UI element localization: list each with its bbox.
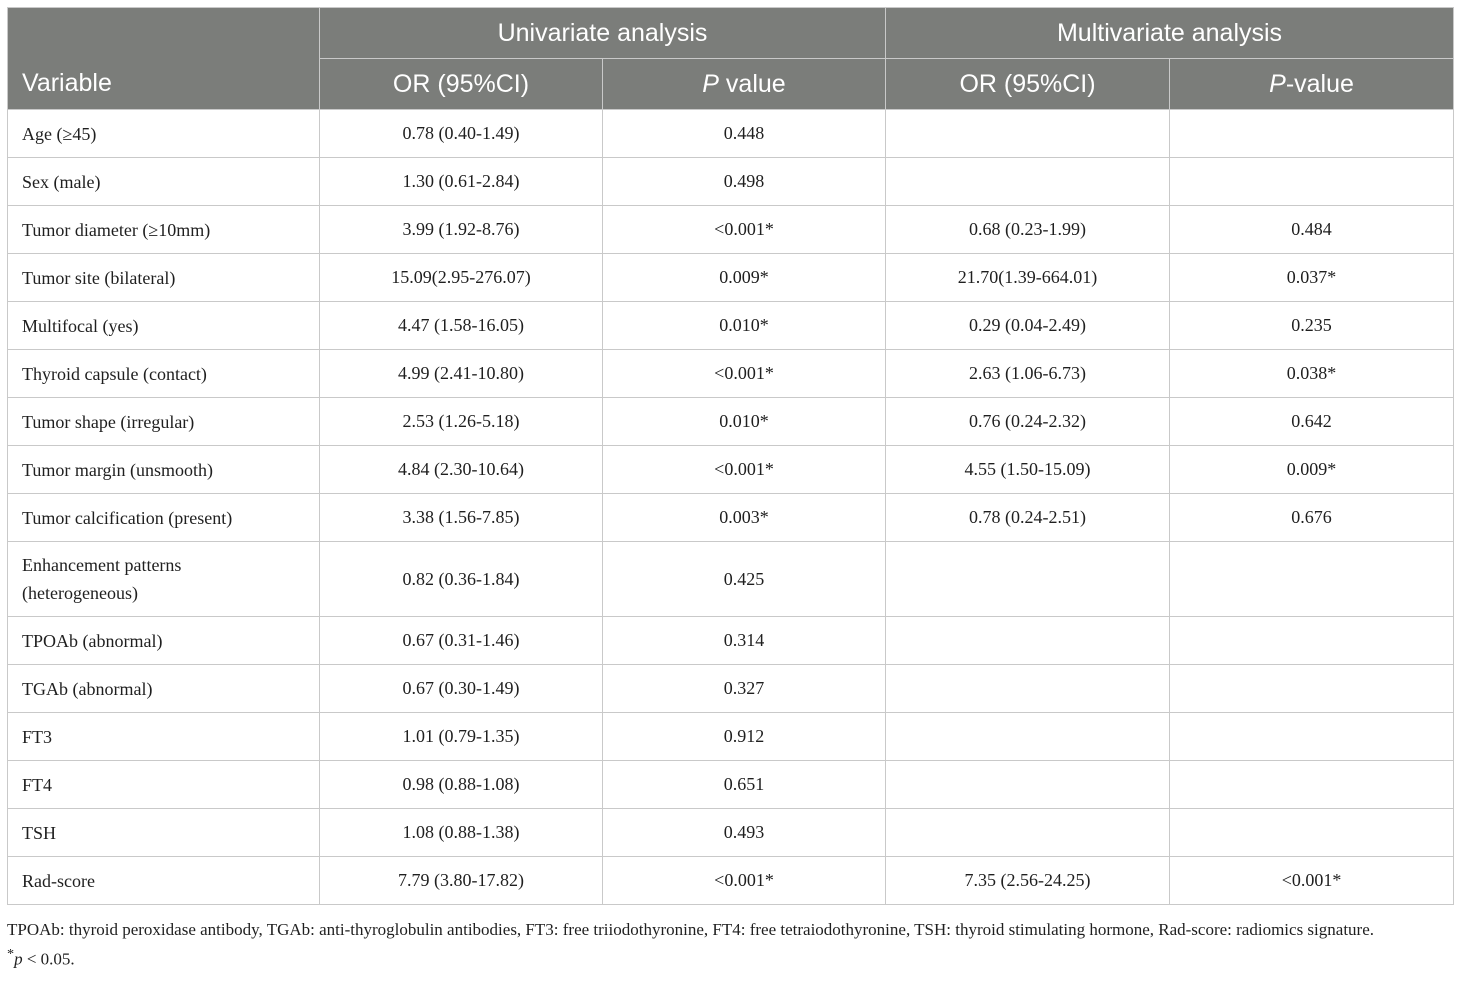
- cell-or-univariate: 1.30 (0.61-2.84): [320, 158, 603, 206]
- header-or-multivariate: OR (95%CI): [886, 59, 1170, 110]
- cell-p-multivariate: 0.037*: [1170, 254, 1454, 302]
- row-variable-label: [8, 542, 320, 617]
- table-row: [8, 617, 1454, 665]
- cell-or-multivariate: [886, 809, 1170, 857]
- cell-or-multivariate: 0.68 (0.23-1.99): [886, 206, 1170, 254]
- cell-p-univariate: <0.001*: [603, 206, 886, 254]
- table-row: [8, 110, 1454, 158]
- row-variable-label-line1: Enhancement patterns: [22, 555, 182, 575]
- cell-or-multivariate: [886, 617, 1170, 665]
- cell-or-univariate: 1.01 (0.79-1.35): [320, 713, 603, 761]
- cell-or-multivariate: [886, 713, 1170, 761]
- header-p-univariate-italic: P: [702, 69, 719, 98]
- table-header: [8, 8, 1454, 110]
- row-variable-label: TSH: [8, 809, 320, 857]
- cell-p-multivariate: <0.001*: [1170, 857, 1454, 905]
- cell-or-univariate: 0.82 (0.36-1.84): [320, 542, 603, 617]
- header-p-univariate: [603, 59, 886, 110]
- cell-p-multivariate: 0.009*: [1170, 446, 1454, 494]
- header-p-multivariate-rest: -value: [1285, 69, 1354, 98]
- cell-p-multivariate: [1170, 809, 1454, 857]
- cell-p-univariate: <0.001*: [603, 446, 886, 494]
- cell-or-univariate: 4.84 (2.30-10.64): [320, 446, 603, 494]
- cell-p-univariate: 0.448: [603, 110, 886, 158]
- cell-or-multivariate: 0.29 (0.04-2.49): [886, 302, 1170, 350]
- table-row: [8, 494, 1454, 542]
- cell-p-univariate: <0.001*: [603, 350, 886, 398]
- cell-p-univariate: 0.425: [603, 542, 886, 617]
- footnote-abbreviations: TPOAb: thyroid peroxidase antibody, TGAb: anti-thyroglobulin antibodies, FT3: free triiodothyronine, FT4: free tetraiodothyronine, TSH: thyroid stimulating hormone, Rad-score: radiomics signature.: [7, 920, 1374, 939]
- row-variable-label: Age (≥45): [8, 110, 320, 158]
- cell-or-univariate: 0.67 (0.31-1.46): [320, 617, 603, 665]
- cell-or-univariate: 3.38 (1.56-7.85): [320, 494, 603, 542]
- row-variable-label: Tumor shape (irregular): [8, 398, 320, 446]
- table-row: [8, 542, 1454, 617]
- header-p-multivariate: [1170, 59, 1454, 110]
- cell-or-univariate: 0.98 (0.88-1.08): [320, 761, 603, 809]
- row-variable-label: Tumor site (bilateral): [8, 254, 320, 302]
- cell-p-univariate: <0.001*: [603, 857, 886, 905]
- cell-or-multivariate: 0.76 (0.24-2.32): [886, 398, 1170, 446]
- results-table-container: [7, 7, 1453, 905]
- row-variable-label: Tumor margin (unsmooth): [8, 446, 320, 494]
- cell-or-univariate: 4.47 (1.58-16.05): [320, 302, 603, 350]
- row-variable-label: Sex (male): [8, 158, 320, 206]
- table-footnote: [7, 917, 1453, 972]
- cell-or-univariate: 15.09(2.95-276.07): [320, 254, 603, 302]
- row-variable-label: TPOAb (abnormal): [8, 617, 320, 665]
- row-variable-label: Thyroid capsule (contact): [8, 350, 320, 398]
- cell-or-multivariate: 4.55 (1.50-15.09): [886, 446, 1170, 494]
- cell-p-multivariate: [1170, 542, 1454, 617]
- cell-or-univariate: 0.78 (0.40-1.49): [320, 110, 603, 158]
- row-variable-label: Tumor diameter (≥10mm): [8, 206, 320, 254]
- table-row: [8, 206, 1454, 254]
- cell-p-multivariate: [1170, 158, 1454, 206]
- cell-p-univariate: 0.493: [603, 809, 886, 857]
- table-row: [8, 857, 1454, 905]
- cell-or-multivariate: 2.63 (1.06-6.73): [886, 350, 1170, 398]
- cell-p-multivariate: [1170, 110, 1454, 158]
- cell-or-multivariate: [886, 665, 1170, 713]
- cell-p-univariate: 0.498: [603, 158, 886, 206]
- cell-or-univariate: 7.79 (3.80-17.82): [320, 857, 603, 905]
- cell-p-multivariate: 0.676: [1170, 494, 1454, 542]
- header-multivariate-group: Multivariate analysis: [886, 8, 1454, 59]
- table-row: [8, 761, 1454, 809]
- cell-p-univariate: 0.912: [603, 713, 886, 761]
- row-variable-label: Rad-score: [8, 857, 320, 905]
- cell-p-univariate: 0.314: [603, 617, 886, 665]
- cell-p-multivariate: 0.235: [1170, 302, 1454, 350]
- cell-p-multivariate: 0.642: [1170, 398, 1454, 446]
- table-row: [8, 254, 1454, 302]
- cell-or-multivariate: [886, 158, 1170, 206]
- cell-or-univariate: 3.99 (1.92-8.76): [320, 206, 603, 254]
- header-p-multivariate-italic: P: [1269, 69, 1286, 98]
- row-variable-label: Tumor calcification (present): [8, 494, 320, 542]
- cell-p-multivariate: [1170, 617, 1454, 665]
- row-variable-label-line2: (heterogeneous): [22, 583, 138, 603]
- footnote-threshold: < 0.05.: [22, 949, 75, 969]
- cell-or-multivariate: [886, 110, 1170, 158]
- row-variable-label: FT4: [8, 761, 320, 809]
- cell-p-univariate: 0.010*: [603, 398, 886, 446]
- cell-or-multivariate: 0.78 (0.24-2.51): [886, 494, 1170, 542]
- cell-or-multivariate: [886, 542, 1170, 617]
- row-variable-label: Multifocal (yes): [8, 302, 320, 350]
- header-variable: Variable: [8, 8, 320, 110]
- header-univariate-group: Univariate analysis: [320, 8, 886, 59]
- cell-p-univariate: 0.010*: [603, 302, 886, 350]
- footnote-p: p: [14, 949, 23, 969]
- table-body: [8, 110, 1454, 905]
- table-row: [8, 809, 1454, 857]
- cell-p-univariate: 0.003*: [603, 494, 886, 542]
- footnote-star: *: [7, 946, 15, 962]
- table-row: [8, 665, 1454, 713]
- cell-p-univariate: 0.651: [603, 761, 886, 809]
- table-row: [8, 158, 1454, 206]
- cell-p-multivariate: 0.038*: [1170, 350, 1454, 398]
- table-row: [8, 302, 1454, 350]
- cell-or-univariate: 1.08 (0.88-1.38): [320, 809, 603, 857]
- cell-or-univariate: 2.53 (1.26-5.18): [320, 398, 603, 446]
- cell-p-multivariate: 0.484: [1170, 206, 1454, 254]
- table-row: [8, 713, 1454, 761]
- table-row: [8, 446, 1454, 494]
- row-variable-label: FT3: [8, 713, 320, 761]
- header-p-univariate-rest: value: [718, 69, 786, 98]
- cell-or-multivariate: 21.70(1.39-664.01): [886, 254, 1170, 302]
- cell-p-multivariate: [1170, 761, 1454, 809]
- cell-or-multivariate: 7.35 (2.56-24.25): [886, 857, 1170, 905]
- cell-or-univariate: 0.67 (0.30-1.49): [320, 665, 603, 713]
- cell-p-multivariate: [1170, 713, 1454, 761]
- table-row: [8, 350, 1454, 398]
- cell-or-multivariate: [886, 761, 1170, 809]
- row-variable-label: TGAb (abnormal): [8, 665, 320, 713]
- regression-table: [7, 7, 1454, 905]
- cell-p-univariate: 0.327: [603, 665, 886, 713]
- footnote-significance: [7, 942, 1453, 972]
- cell-p-univariate: 0.009*: [603, 254, 886, 302]
- table-row: [8, 398, 1454, 446]
- header-or-univariate: OR (95%CI): [320, 59, 603, 110]
- cell-or-univariate: 4.99 (2.41-10.80): [320, 350, 603, 398]
- cell-p-multivariate: [1170, 665, 1454, 713]
